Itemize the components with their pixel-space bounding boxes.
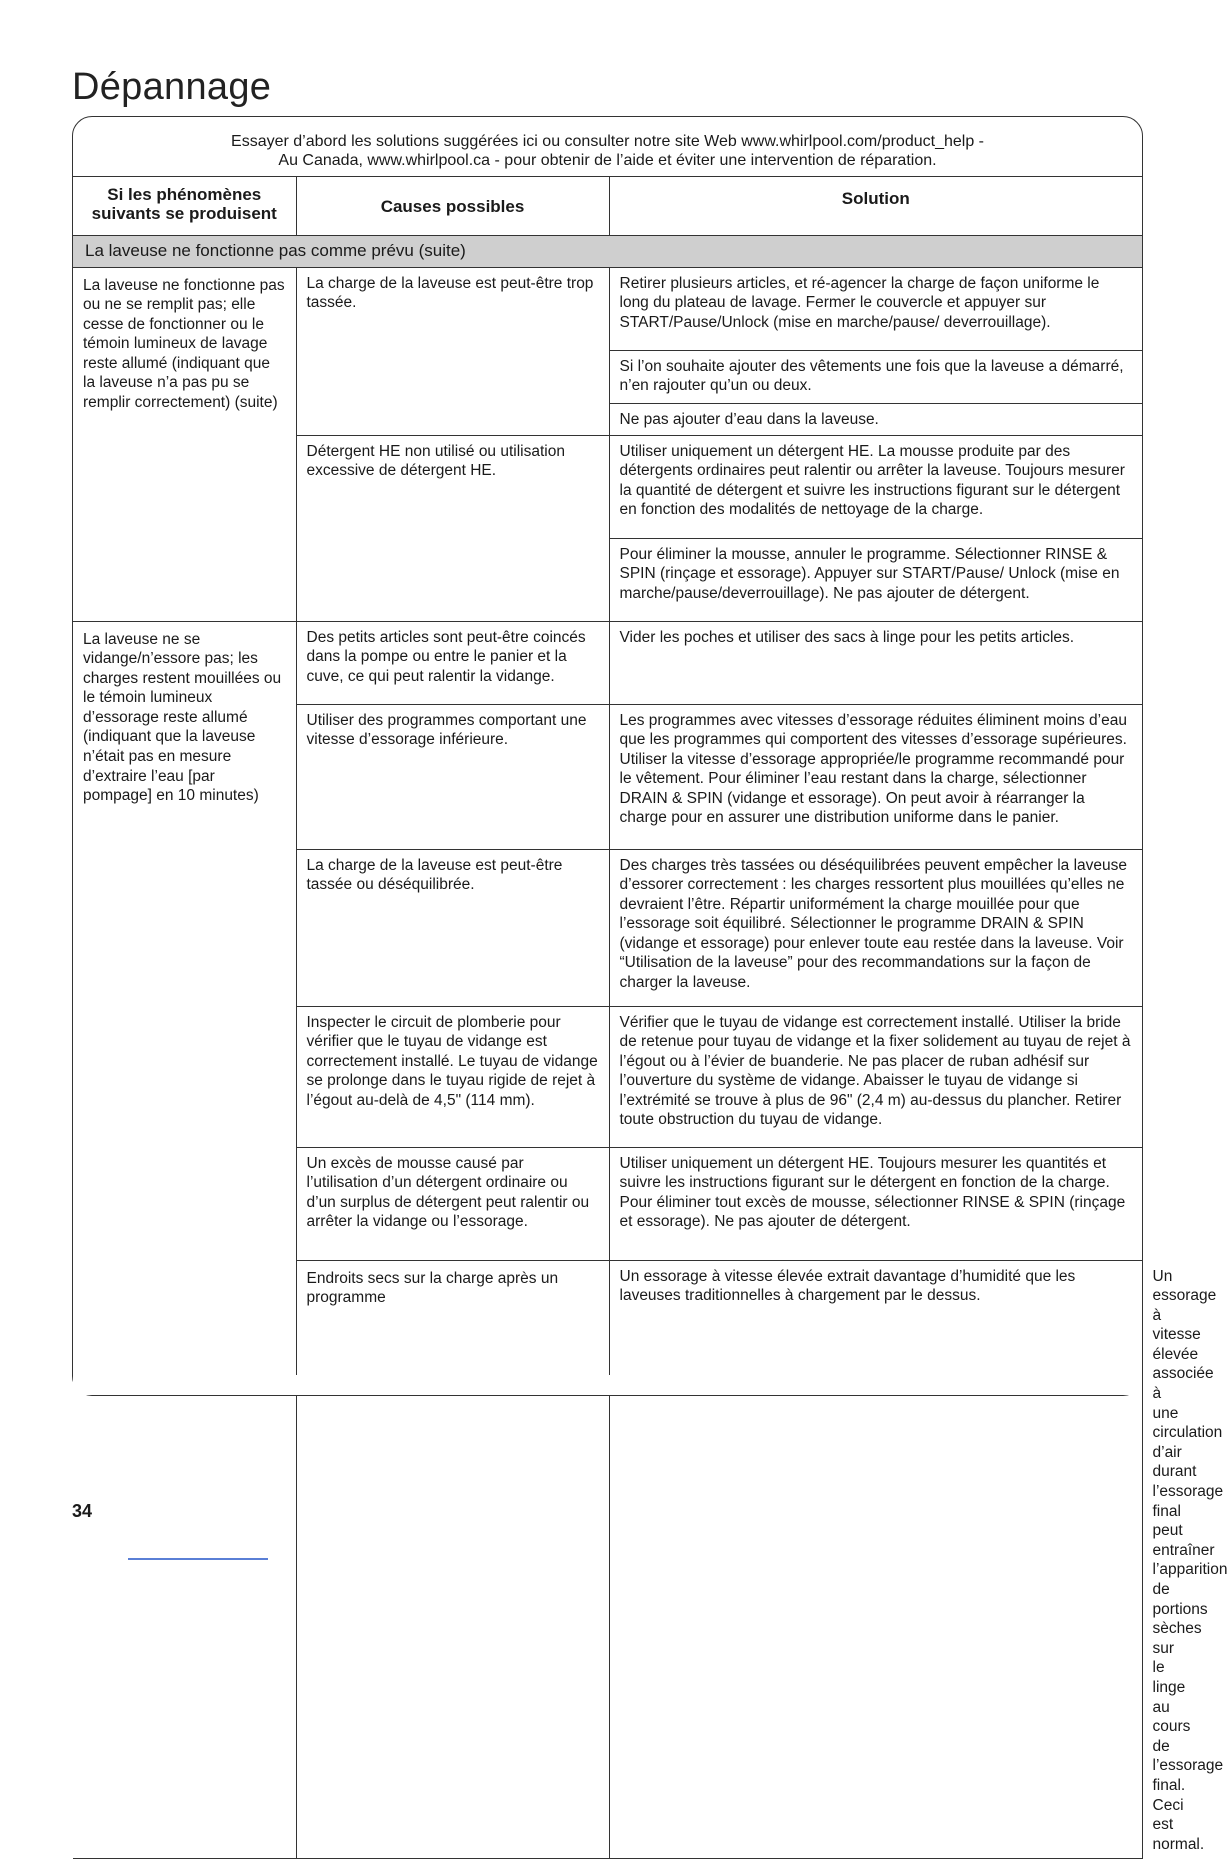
- solution-cell: Pour éliminer la mousse, annuler le programme. Sélectionner RINSE & SPIN (rinçage et essorage). Appuyer sur START/Pause/ Unlock (mise en marche/pause/deverrouillage). Ne pas ajouter de détergent.: [609, 538, 1142, 621]
- solution-cell: Utiliser uniquement un détergent HE. La mousse produite par des détergents ordinaires peut ralentir ou arrêter la laveuse. Toujours mesurer la quantité de détergent et suivre les instructions figurant sur le détergent en fonction des modalités de nettoyage de la charge.: [609, 435, 1142, 538]
- solution-cell: Retirer plusieurs articles, et ré-agencer la charge de façon uniforme le long du plateau de lavage. Fermer le couvercle et appuyer sur START/Pause/Unlock (mise en marche/pause/ deverrouillage).: [609, 267, 1142, 350]
- solution-cell: Vider les poches et utiliser des sacs à linge pour les petits articles.: [609, 621, 1142, 704]
- intro-line-2: Au Canada, www.whirlpool.ca - pour obtenir de l’aide et éviter une intervention de réparation.: [278, 152, 937, 169]
- troubleshooting-table: [73, 177, 1227, 1859]
- cause-cell: Utiliser des programmes comportant une vitesse d’essorage inférieure.: [296, 704, 609, 849]
- intro-line-1: Essayer d’abord les solutions suggérées ici ou consulter notre site Web www.whirlpool.com/product_help -: [231, 133, 984, 150]
- table-row: [73, 267, 1142, 350]
- table-row: Endroits secs sur la charge après un programme Un essorage à vitesse élevée extrait davantage d’humidité que les laveuses traditionnelles à chargement par le dessus. Un essorage à vitesse élevée associée à une circulation d’air durant l’essorage final peut entraîner l’apparition de portions sèches sur le linge au cours de l’essorage final. Ceci est normal.: [73, 1260, 1142, 1859]
- page-title: Dépannage: [72, 66, 272, 108]
- cause-cell: Inspecter le circuit de plomberie pour vérifier que le tuyau de vidange est correctement installé. Le tuyau de vidange se prolonge dans le tuyau rigide de rejet à l’égout au-delà de 4,5" (114 mm).: [296, 1006, 609, 1147]
- solution-cell: Vérifier que le tuyau de vidange est correctement installé. Utiliser la bride de retenue pour tuyau de vidange et la fixer solidement au tuyau de rejet à l’égout ou à l’évier de buanderie. Ne pas placer de ruban adhésif sur l’ouverture du système de vidange. Abaisser le tuyau de vidange si l’extrémité se trouve à plus de 96" (2,4 m) au-dessus du plancher. Retirer toute obstruction du tuyau de vidange.: [609, 1006, 1142, 1147]
- solution-cell: Si l’on souhaite ajouter des vêtements une fois que la laveuse a démarré, n’en rajouter qu’un ou deux.: [609, 350, 1142, 403]
- section-heading: La laveuse ne fonctionne pas comme prévu (suite): [73, 235, 1142, 267]
- solution-cell: Ne pas ajouter d’eau dans la laveuse.: [609, 403, 1142, 435]
- header-symptom: Si les phénomènes suivants se produisent: [73, 177, 296, 235]
- solution-cell: Utiliser uniquement un détergent HE. Toujours mesurer les quantités et suivre les instructions figurant sur le détergent en fonction de la charge. Pour éliminer tout excès de mousse, sélectionner RINSE & SPIN (rinçage et essorage). Ne pas ajouter de détergent.: [609, 1147, 1142, 1260]
- frame-bottom-space: [73, 1375, 1142, 1395]
- page-number: 34: [72, 1501, 93, 1521]
- symptom-cell: Endroits secs sur la charge après un programme: [296, 1260, 609, 1859]
- symptom-cell: La laveuse ne se vidange/n’essore pas; les charges restent mouillées ou le témoin lumineux d’essorage reste allumé (indiquant que la laveuse n’était pas en mesure d’extraire l’eau [par pompage] en 10 minutes): [73, 621, 296, 1859]
- cause-cell: Des petits articles sont peut-être coincés dans la pompe ou entre le panier et la cuve, ce qui peut ralentir la vidange.: [296, 621, 609, 704]
- header-solution: Solution: [609, 177, 1142, 235]
- footer-rule: [128, 1558, 268, 1560]
- cause-cell: Détergent HE non utilisé ou utilisation excessive de détergent HE.: [296, 435, 609, 621]
- solution-cell: Des charges très tassées ou déséquilibrées peuvent empêcher la laveuse d’essorer correctement : les charges ressortent plus mouillées qu’elles ne devraient l’être. Répartir uniformément la charge mouillée pour que l’essorage soit équilibré. Sélectionner le programme DRAIN & SPIN (vidange et essorage) pour enlever toute eau restée dans la laveuse. Voir “Utilisation de la laveuse” pour des recommandations sur la façon de charger la laveuse.: [609, 849, 1142, 1006]
- intro-text: [73, 117, 1142, 177]
- solution-cell: Les programmes avec vitesses d’essorage réduites éliminent moins d’eau que les programmes qui comportent des vitesses d’essorage supérieures. Utiliser la vitesse d’essorage appropriée/le programme recommandé pour le vêtement. Pour éliminer l’eau restant dans la charge, sélectionner DRAIN & SPIN (vidange et essorage). On peut avoir à réarranger la charge pour en assurer une distribution uniforme dans le panier.: [609, 704, 1142, 849]
- cause-cell: La charge de la laveuse est peut-être trop tassée.: [296, 267, 609, 435]
- table-row: [73, 621, 1142, 704]
- section-row: [73, 235, 1142, 267]
- symptom-cell: La laveuse ne fonctionne pas ou ne se remplit pas; elle cesse de fonctionner ou le témoin lumineux de lavage reste allumé (indiquant que la laveuse n’a pas pu se remplir correctement) (suite): [73, 267, 296, 621]
- table-header-row: [73, 177, 1142, 235]
- cause-cell: Un essorage à vitesse élevée extrait davantage d’humidité que les laveuses traditionnelles à chargement par le dessus.: [609, 1260, 1142, 1859]
- header-causes: Causes possibles: [296, 177, 609, 235]
- cause-cell: La charge de la laveuse est peut-être tassée ou déséquilibrée.: [296, 849, 609, 1006]
- cause-cell: Un excès de mousse causé par l’utilisation d’un détergent ordinaire ou d’un surplus de détergent peut ralentir ou arrêter la vidange ou l’essorage.: [296, 1147, 609, 1260]
